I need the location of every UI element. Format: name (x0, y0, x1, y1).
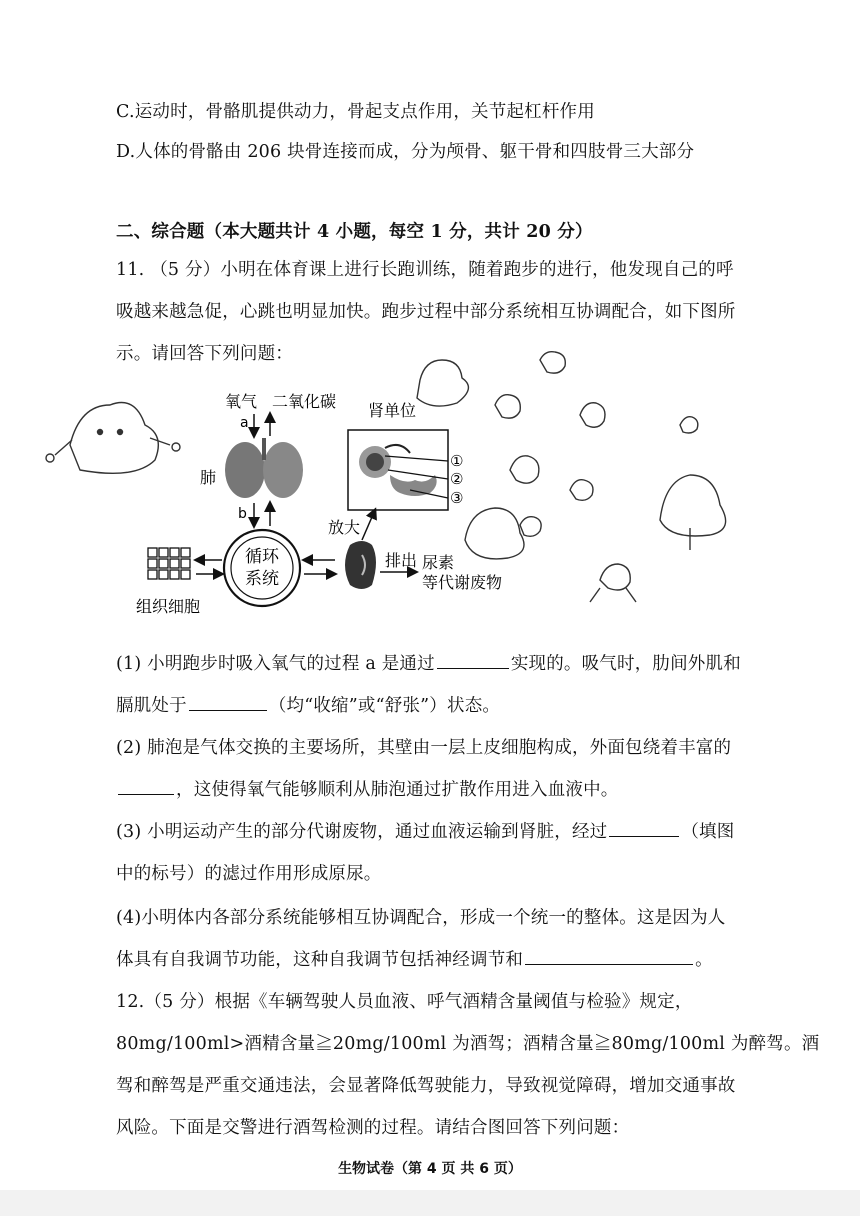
q11-part3-line2: 中的标号）的滤过作用形成原尿。 (116, 864, 382, 884)
q11-part2-blank[interactable] (118, 778, 174, 795)
q11-stem-line1: 11. （5 分）小明在体育课上进行长跑训练，随着跑步的进行，他发现自己的呼 (116, 260, 734, 280)
q11-stem-line3: 示。请回答下列问题： (116, 344, 293, 364)
magnify-label: 放大 (328, 518, 361, 537)
section-heading: 二、综合题（本大题共计 4 小题，每空 1 分，共计 20 分） (116, 222, 593, 242)
q11-stem-line2: 吸越来越急促，心跳也明显加快。跑步过程中部分系统相互协调配合，如下图所 (116, 302, 736, 322)
q11-part1-blank1[interactable] (437, 652, 509, 669)
q12-line4: 风险。下面是交警进行酒驾检测的过程。请结合图回答下列问题： (116, 1118, 630, 1138)
q11-part1-line1 (116, 650, 741, 675)
q11-part4-blank[interactable] (525, 948, 693, 965)
q11-part1-line2 (116, 692, 500, 717)
urea-label-1: 尿素 (422, 553, 455, 572)
bottom-bar (0, 1190, 860, 1216)
arrow-a-label: a (240, 415, 249, 431)
kidney-image (345, 541, 376, 589)
q11-part4-text-c: 。 (695, 950, 713, 970)
co2-label: 二氧化碳 (272, 392, 337, 411)
q11-part2-line1: (2) 肺泡是气体交换的主要场所，其壁由一层上皮细胞构成，外面包绕着丰富的 (116, 738, 732, 758)
q11-part3-line1 (116, 818, 734, 843)
q11-part1-text-c: 膈肌处于 (116, 696, 187, 716)
q12-line3: 驾和醉驾是严重交通违法，会显著降低驾驶能力，导致视觉障碍，增加交通事故 (116, 1076, 736, 1096)
nephron-part-3: ③ (450, 489, 464, 507)
q11-part4-line1: (4)小明体内各部分系统能够相互协调配合，形成一个统一的整体。这是因为人 (116, 908, 726, 928)
q11-part1-blank2[interactable] (189, 694, 267, 711)
q11-part1-text-d: （均“收缩”或“舒张”）状态。 (268, 696, 501, 716)
oxygen-label: 氧气 (225, 392, 258, 411)
q11-part4-text-b: 体具有自我调节功能，这种自我调节包括神经调节和 (116, 950, 524, 970)
q11-figure (0, 350, 860, 620)
nephron-part-1: ① (450, 452, 464, 470)
q12-line1: 12.（5 分）根据《车辆驾驶人员血液、呼气酒精含量阈值与检验》规定， (116, 992, 693, 1012)
q11-part1-text-a: (1) 小明跑步时吸入氧气的过程 a 是通过 (116, 654, 435, 674)
q11-part3-text-a: (3) 小明运动产生的部分代谢废物，通过血液运输到肾脏，经过 (116, 822, 608, 842)
nephron-label: 肾单位 (368, 401, 417, 420)
lung-label: 肺 (200, 468, 217, 487)
nephron-image (359, 445, 437, 496)
urea-label-2: 等代谢废物 (422, 573, 503, 592)
page-footer: 生物试卷（第 4 页 共 6 页） (338, 1161, 522, 1177)
q11-part2-text-b: ，这使得氧气能够顺利从肺泡通过扩散作用进入血液中。 (176, 780, 619, 800)
lung-image (225, 438, 303, 498)
excrete-label: 排出 (385, 551, 418, 570)
q11-part3-blank[interactable] (609, 820, 679, 837)
tissue-cells-image (148, 548, 190, 579)
circulation-label-2: 系统 (245, 569, 279, 589)
q11-part3-text-b: （填图 (681, 822, 735, 842)
q11-part4-line2 (116, 946, 713, 971)
q11-part2-line2 (116, 776, 619, 801)
q12-line2: 80mg/100ml>酒精含量≧20mg/100ml 为酒驾；酒精含量≧80mg/100ml 为醉驾。酒 (116, 1034, 820, 1054)
arrow-b-label: b (238, 506, 247, 522)
option-c: C.运动时，骨骼肌提供动力，骨起支点作用，关节起杠杆作用 (116, 102, 595, 122)
nephron-part-2: ② (450, 470, 464, 488)
tissue-cells-label: 组织细胞 (136, 597, 201, 616)
circulation-label-1: 循环 (245, 547, 279, 567)
option-d: D.人体的骨骼由 206 块骨连接而成，分为颅骨、躯干骨和四肢骨三大部分 (116, 142, 695, 162)
q11-part1-text-b: 实现的。吸气时，肋间外肌和 (510, 654, 741, 674)
